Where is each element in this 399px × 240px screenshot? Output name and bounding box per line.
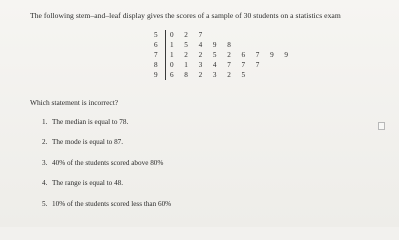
stem-value: 7 <box>154 51 158 59</box>
option-text: The median is equal to 78. <box>52 118 129 126</box>
answer-options <box>42 117 171 219</box>
leaf-value: 2 <box>198 71 203 79</box>
option-text: 10% of the students scored less than 60% <box>52 199 172 208</box>
leaf-value: 6 <box>170 71 174 79</box>
stem-divider <box>165 50 166 60</box>
stem-divider <box>165 30 166 40</box>
leaf-value: 2 <box>198 51 203 59</box>
leaf-value: 9 <box>284 51 288 59</box>
option-text: 40% of the students scored above 80% <box>52 158 164 167</box>
leaf-value: 7 <box>198 31 203 39</box>
leaf-value: 4 <box>198 41 203 49</box>
problem-prompt: The following stem–and–leaf display gives the scores of a sample of 30 students on a statistics exam <box>30 11 341 20</box>
stem-value: 8 <box>154 61 158 69</box>
stem-value: 6 <box>154 41 158 49</box>
stem-divider <box>165 60 166 70</box>
leaf-value: 6 <box>241 51 246 59</box>
stem-and-leaf-display <box>154 30 299 80</box>
stem-leaf-row <box>154 70 299 80</box>
leaf-value: 5 <box>212 51 217 59</box>
leaf-list <box>170 60 270 70</box>
leaf-list <box>170 40 241 50</box>
leaf-value: 2 <box>184 51 188 59</box>
leaf-list <box>170 70 256 80</box>
answer-option <box>42 199 171 219</box>
leaf-value: 0 <box>170 31 174 39</box>
option-number: 3. <box>42 158 48 167</box>
leaf-value: 9 <box>212 41 217 49</box>
answer-option <box>42 117 171 137</box>
leaf-value: 3 <box>212 71 217 79</box>
option-number: 2. <box>42 138 48 147</box>
option-number: 1. <box>42 118 48 126</box>
leaf-value: 7 <box>227 61 231 69</box>
leaf-value: 5 <box>241 71 246 79</box>
option-number: 4. <box>42 179 48 188</box>
answer-option <box>42 158 171 178</box>
stem-leaf-row <box>154 30 299 40</box>
leaf-value: 7 <box>255 51 260 59</box>
option-number: 5. <box>42 199 48 208</box>
leaf-value: 7 <box>241 61 246 69</box>
stem-divider <box>165 40 166 50</box>
leaf-value: 2 <box>227 51 231 59</box>
leaf-value: 1 <box>184 61 188 69</box>
answer-option <box>42 178 171 198</box>
leaf-value: 2 <box>184 31 188 39</box>
leaf-value: 0 <box>170 61 174 69</box>
stem-leaf-row <box>154 60 299 70</box>
option-text: The mode is equal to 87. <box>52 138 124 147</box>
leaf-value: 8 <box>227 41 231 49</box>
answer-input-box[interactable] <box>378 122 385 130</box>
stem-leaf-row <box>154 50 299 60</box>
option-text: The range is equal to 48. <box>52 179 124 188</box>
stem-divider <box>165 70 166 80</box>
stem-value: 9 <box>154 71 158 79</box>
leaf-list <box>170 50 299 60</box>
leaf-value: 8 <box>184 71 188 79</box>
leaf-value: 5 <box>184 41 188 49</box>
leaf-value: 2 <box>227 71 231 79</box>
leaf-value: 7 <box>255 61 260 69</box>
leaf-value: 4 <box>212 61 217 69</box>
answer-option <box>42 137 171 157</box>
stem-value: 5 <box>154 31 158 39</box>
stem-leaf-row <box>154 40 299 50</box>
leaf-value: 1 <box>170 41 174 49</box>
leaf-value: 1 <box>170 51 174 59</box>
leaf-value: 3 <box>198 61 203 69</box>
leaf-value: 9 <box>270 51 274 59</box>
question-text: Which statement is incorrect? <box>30 98 119 107</box>
leaf-list <box>170 30 213 40</box>
